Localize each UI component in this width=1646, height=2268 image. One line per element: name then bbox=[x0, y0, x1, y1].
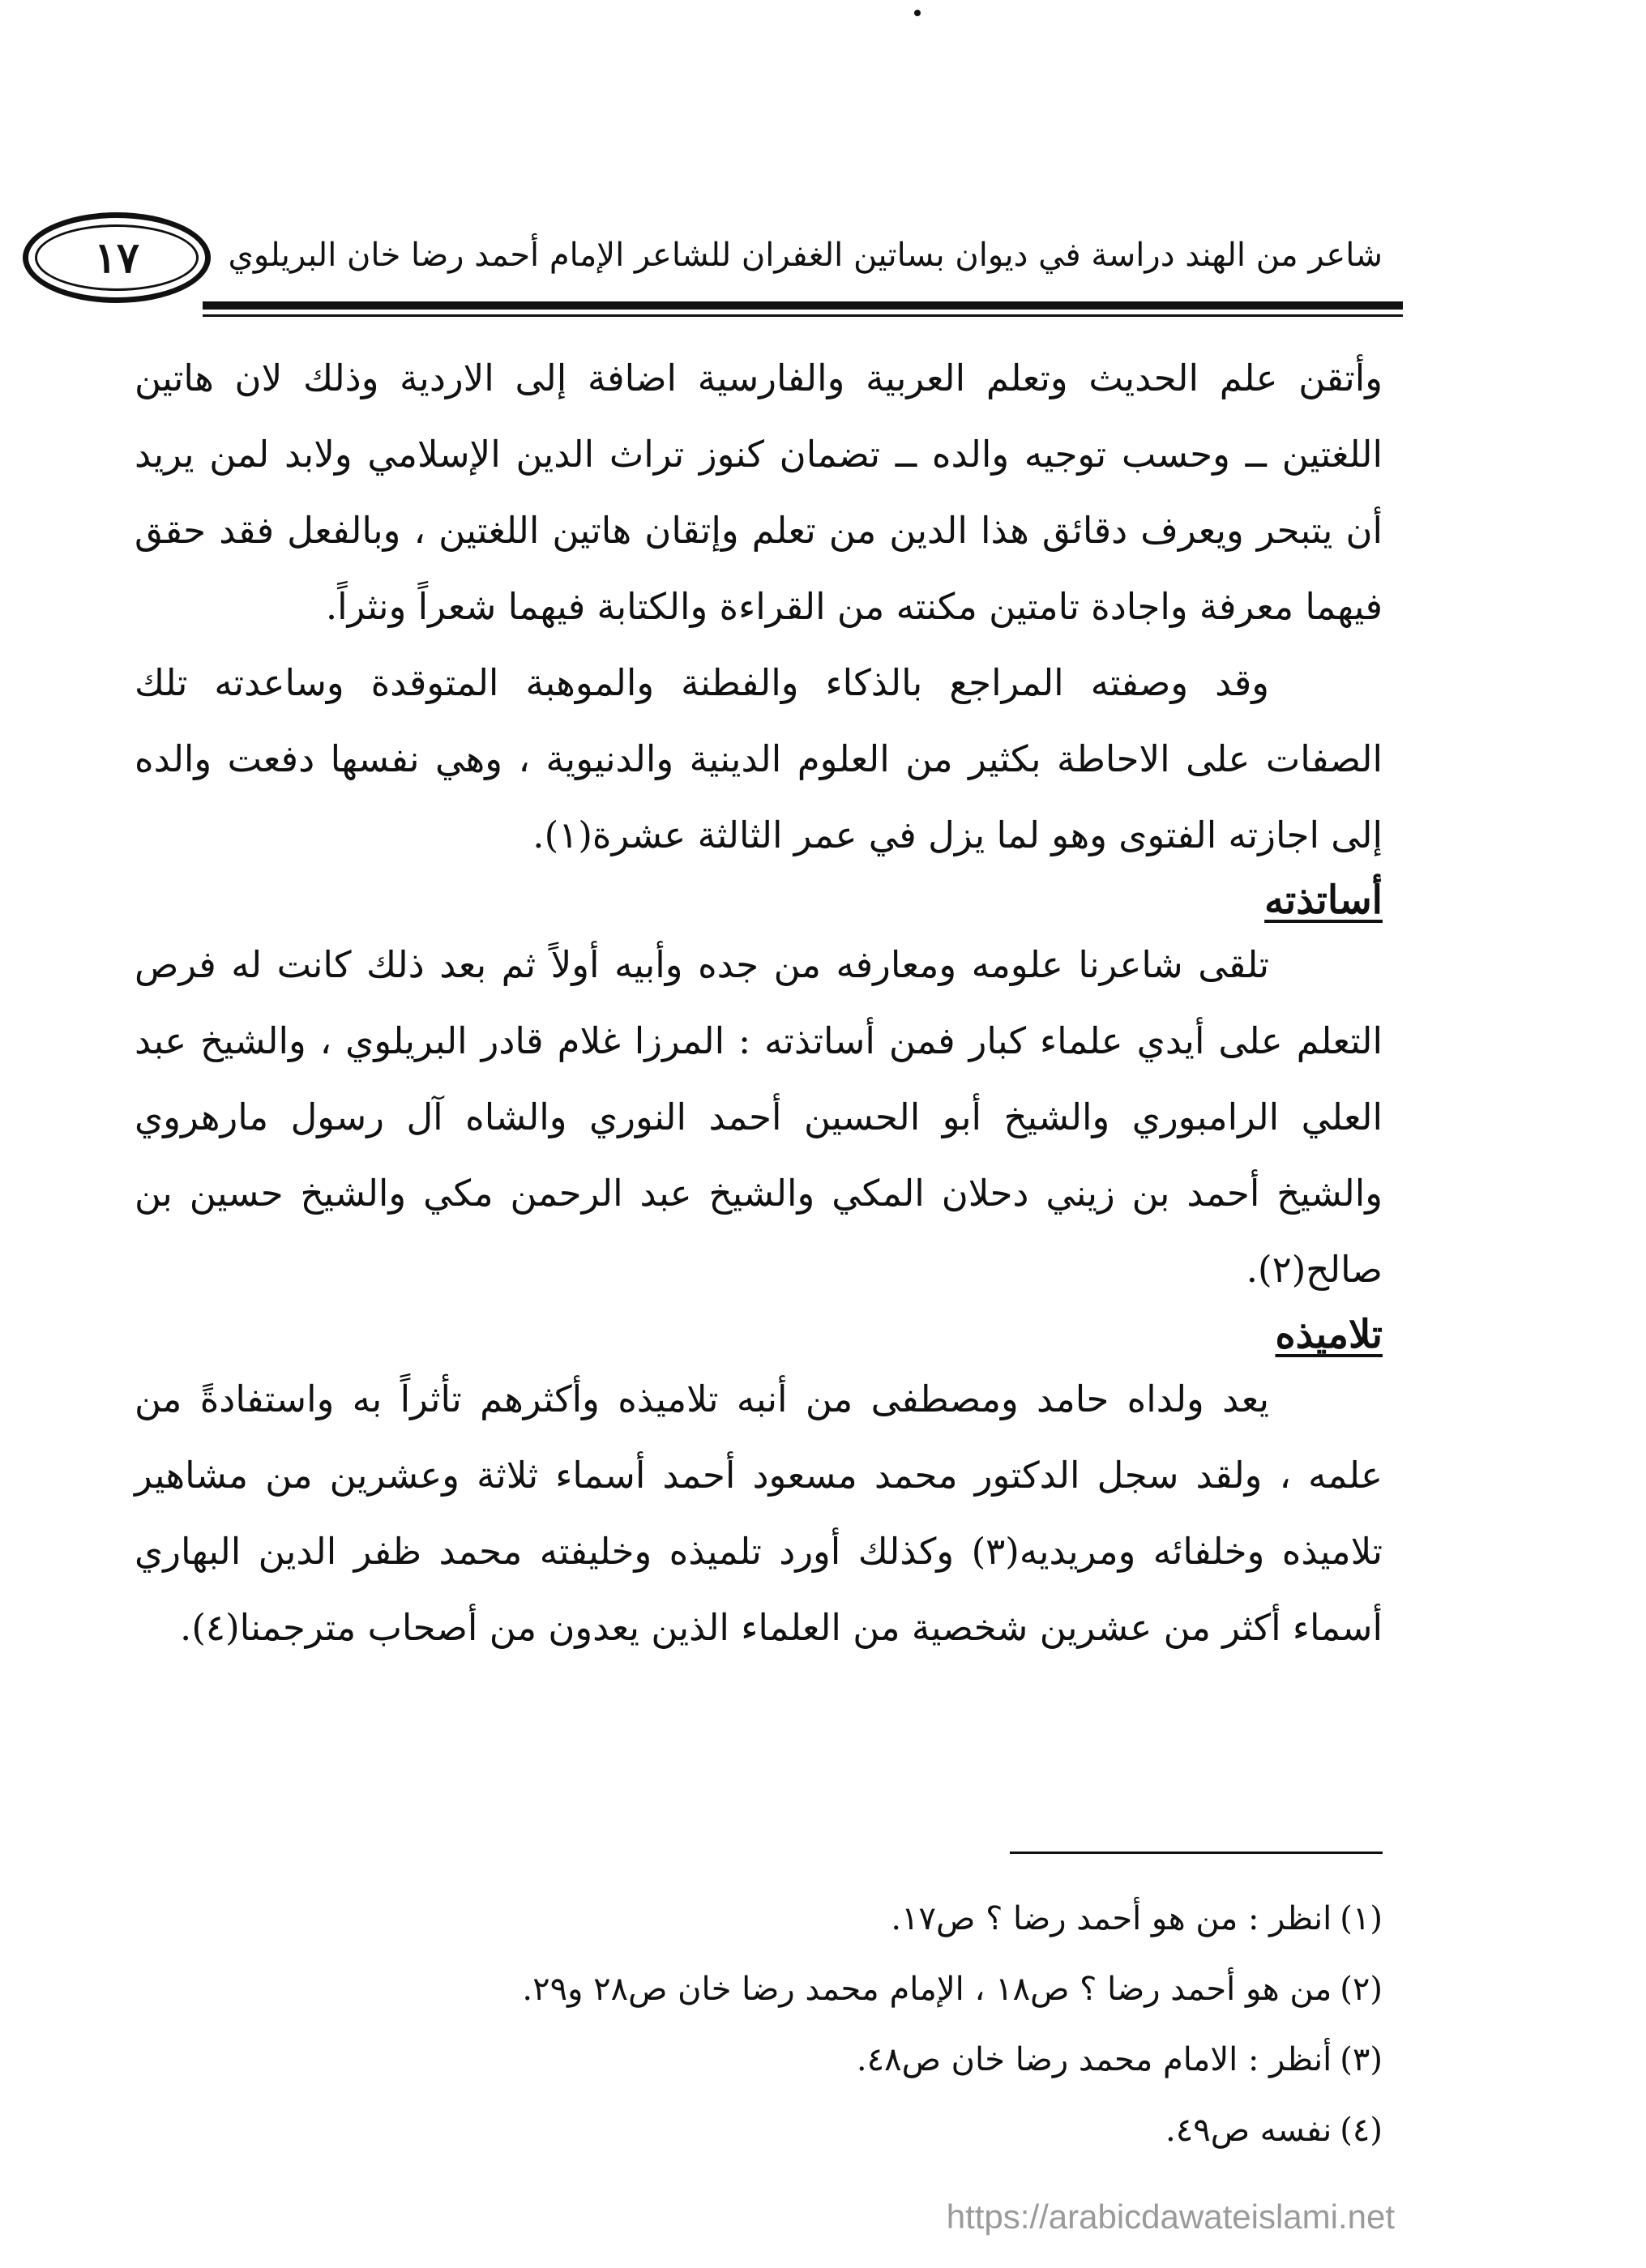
footnote-2-text: من هو أحمد رضا ؟ ص١٨ ، الإمام محمد رضا خان ص٢٨ و٢٩. bbox=[522, 1971, 1332, 2008]
footnote-1 bbox=[135, 1884, 1383, 1954]
page-number: ١٧ bbox=[35, 224, 199, 291]
footnote-4 bbox=[135, 2095, 1383, 2166]
footnote-3-mark: (٣) bbox=[1340, 2041, 1383, 2078]
watermark-url: https://arabicdawateislami.net bbox=[946, 2198, 1395, 2236]
footnote-4-text: نفسه ص٤٩. bbox=[1165, 2112, 1332, 2149]
footnote-2-mark: (٢) bbox=[1340, 1971, 1383, 2008]
heading-students: تلاميذه bbox=[1275, 1312, 1383, 1357]
header-rule-thin bbox=[203, 314, 1403, 317]
paragraph-4: يعد ولداه حامد ومصطفى من أنبه تلاميذه وأكثرهم تأثراً به واستفادةً من علمه ، ولقد سجل الدكتور محمد مسعود أحمد أسماء ثلاثة وعشرين من مشاهير تلاميذه وخلفائه ومريديه(٣) وكذلك أورد تلميذه وخليفته محمد ظفر الدين البهاري أسماء أكثر من عشرين شخصية من العلماء الذين يعدون من أصحاب مترجمنا(٤). bbox=[135, 1377, 1383, 1649]
footnote-separator bbox=[1010, 1852, 1383, 1854]
page-body bbox=[135, 340, 1383, 1666]
heading-teachers: أساتذته bbox=[1264, 878, 1383, 923]
paragraph-1: وأتقن علم الحديث وتعلم العربية والفارسية اضافة إلى الاردية وذلك لان هاتين اللغتين ــ وحسب توجيه والده ــ تضمان كنوز تراث الدين الإسلامي ولابد لمن يريد أن يتبحر ويعرف دقائق هذا الدين من تعلم وإتقان هاتين اللغتين ، وبالفعل فقد حقق فيهما معرفة واجادة تامتين مكنته من القراءة والكتابة فيهما شعراً ونثراً. bbox=[135, 357, 1383, 628]
paragraph-2: وقد وصفته المراجع بالذكاء والفطنة والموهبة المتوقدة وساعدته تلك الصفات على الاحاطة بكثير من العلوم الدينية والدنيوية ، وهي نفسها دفعت والده إلى اجازته الفتوى وهو لما يزل في عمر الثالثة عشرة(١). bbox=[135, 661, 1383, 856]
footnote-3-text: أنظر : الامام محمد رضا خان ص٤٨. bbox=[856, 2041, 1332, 2078]
footnote-1-text: انظر : من هو أحمد رضا ؟ ص١٧. bbox=[891, 1900, 1332, 1937]
footnotes-list bbox=[135, 1884, 1383, 2166]
footnote-2 bbox=[135, 1954, 1383, 2025]
footnote-4-mark: (٤) bbox=[1340, 2112, 1383, 2149]
running-header: شاعر من الهند دراسة في ديوان بساتين الغفران للشاعر الإمام أحمد رضا خان البريلوي bbox=[228, 237, 1383, 274]
footnote-3 bbox=[135, 2025, 1383, 2095]
top-dot bbox=[914, 10, 921, 16]
page-number-badge bbox=[23, 212, 211, 303]
footnote-1-mark: (١) bbox=[1340, 1900, 1383, 1937]
paragraph-3: تلقى شاعرنا علومه ومعارفه من جده وأبيه أولاً ثم بعد ذلك كانت له فرص التعلم على أيدي علماء كبار فمن أساتذته : المرزا غلام قادر البريلوي ، والشيخ عبد العلي الرامبوري والشيخ أبو الحسين أحمد النوري والشاه آل رسول مارهروي والشيخ أحمد بن زيني دحلان المكي والشيخ عبد الرحمن مكي والشيخ حسين بن صالح(٢). bbox=[135, 943, 1383, 1291]
header-rule-thick bbox=[203, 301, 1403, 310]
